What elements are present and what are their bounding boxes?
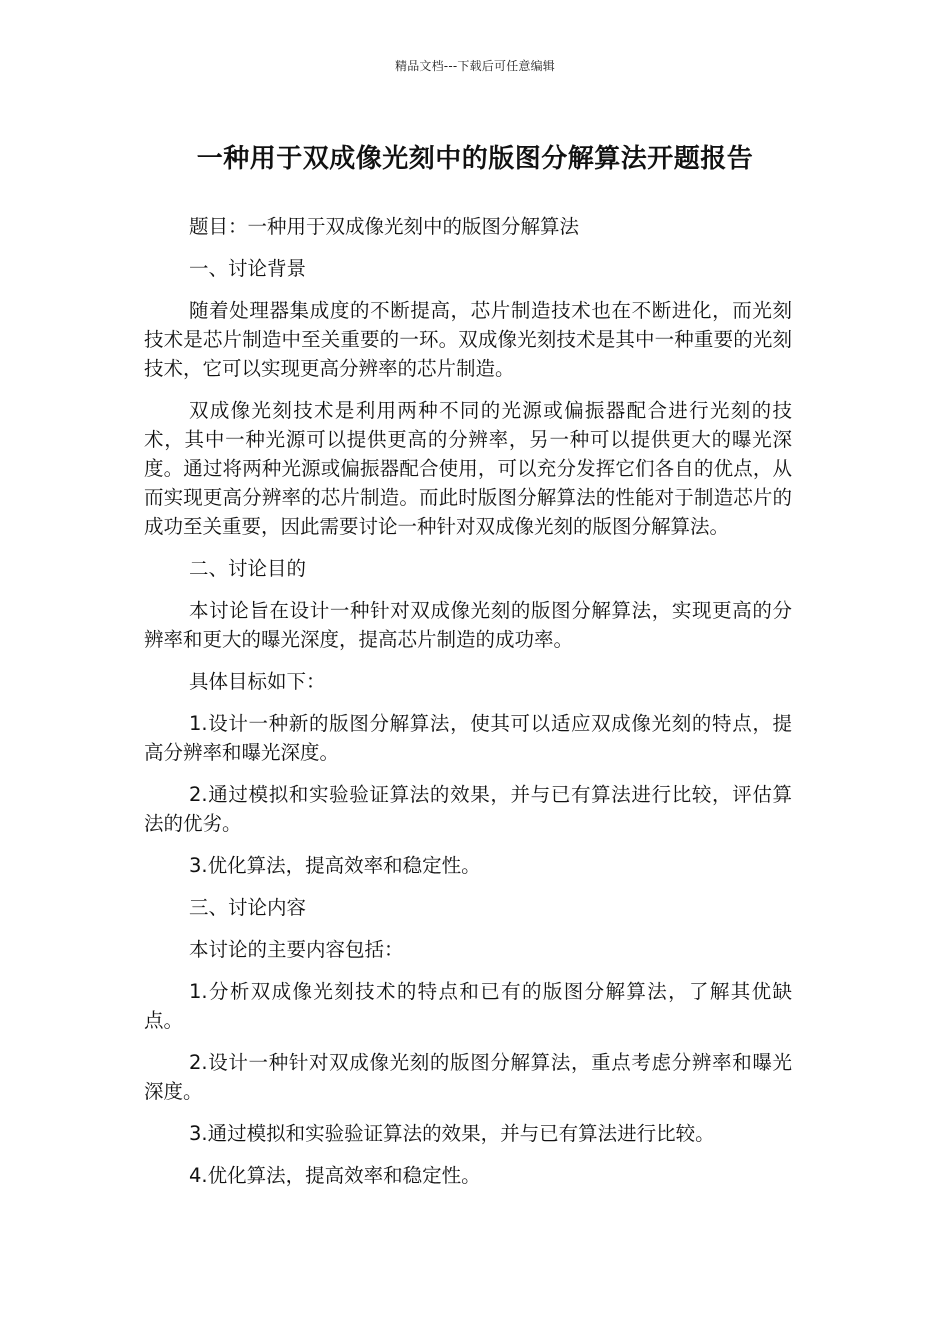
content-intro: 本讨论的主要内容包括： — [189, 938, 404, 961]
section-heading-background: 一、讨论背景 — [189, 257, 307, 280]
section-heading-content: 三、讨论内容 — [189, 896, 307, 919]
document-body — [144, 212, 792, 1203]
header-note: 精品文档---下载后可任意编辑 — [395, 59, 555, 73]
content-item-4: 4.优化算法，提高效率和稳定性。 — [189, 1164, 481, 1187]
topic-line: 题目：一种用于双成像光刻中的版图分解算法 — [189, 215, 580, 238]
section-heading-purpose: 二、讨论目的 — [189, 557, 307, 580]
content-item-2: 2.设计一种针对双成像光刻的版图分解算法，重点考虑分辨率和曝光深度。 — [144, 1051, 792, 1103]
goals-intro: 具体目标如下： — [189, 670, 326, 693]
purpose-paragraph: 本讨论旨在设计一种针对双成像光刻的版图分解算法，实现更高的分辨率和更大的曝光深度，提高芯片制造的成功率。 — [144, 599, 792, 651]
goal-item-2: 2.通过模拟和实验验证算法的效果，并与已有算法进行比较，评估算法的优劣。 — [144, 783, 792, 835]
goal-item-3: 3.优化算法，提高效率和稳定性。 — [189, 854, 481, 877]
background-paragraph-1: 随着处理器集成度的不断提高，芯片制造技术也在不断进化，而光刻技术是芯片制造中至关重要的一环。双成像光刻技术是其中一种重要的光刻技术，它可以实现更高分辨率的芯片制造。 — [144, 299, 792, 380]
goal-item-1: 1.设计一种新的版图分解算法，使其可以适应双成像光刻的特点，提高分辨率和曝光深度。 — [144, 712, 792, 764]
content-item-3: 3.通过模拟和实验验证算法的效果，并与已有算法进行比较。 — [189, 1122, 715, 1145]
content-item-1: 1.分析双成像光刻技术的特点和已有的版图分解算法，了解其优缺点。 — [144, 980, 792, 1032]
document-title: 一种用于双成像光刻中的版图分解算法开题报告 — [196, 144, 754, 174]
background-paragraph-2: 双成像光刻技术是利用两种不同的光源或偏振器配合进行光刻的技术，其中一种光源可以提供更高的分辨率，另一种可以提供更大的曝光深度。通过将两种光源或偏振器配合使用，可以充分发挥它们各自的优点，从而实现更高分辨率的芯片制造。而此时版图分解算法的性能对于制造芯片的成功至关重要，因此需要讨论一种针对双成像光刻的版图分解算法。 — [144, 399, 792, 538]
